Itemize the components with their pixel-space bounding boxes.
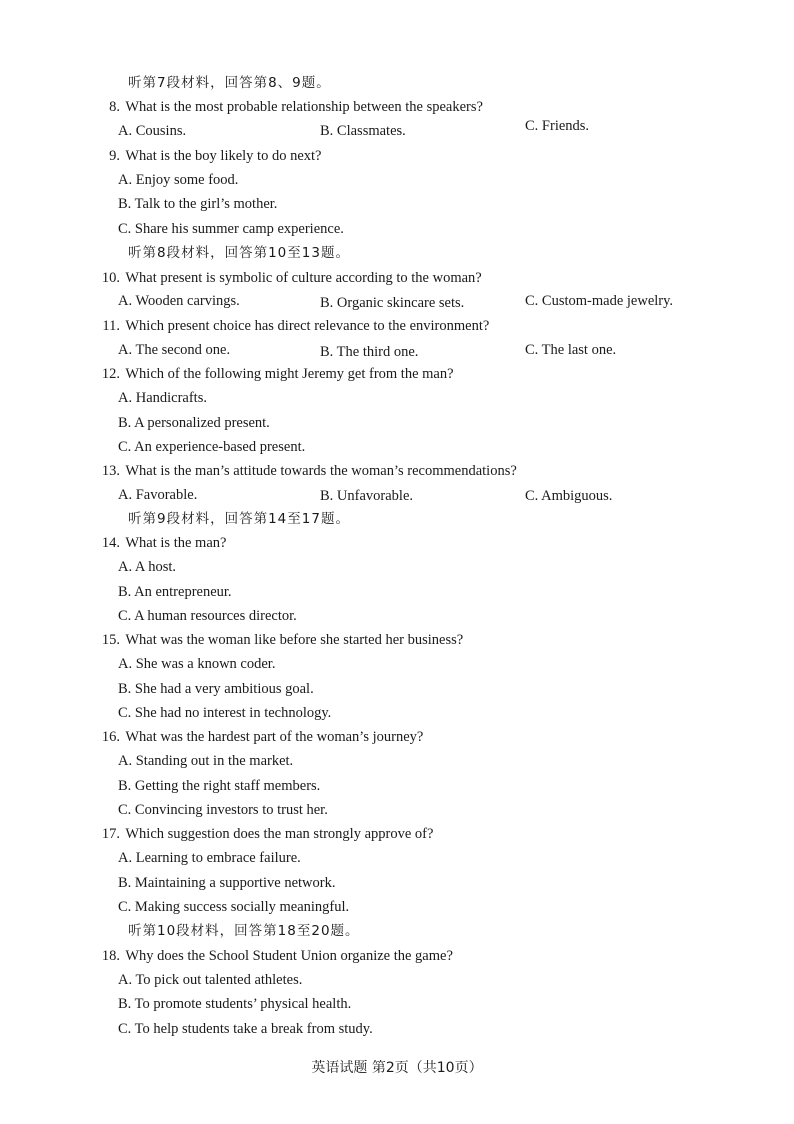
section-instruction: 听第9段材料，回答第14至17题。 xyxy=(128,511,350,527)
option-b: B. Unfavorable. xyxy=(320,488,414,504)
option-b: B. A personalized present. xyxy=(118,415,270,431)
question-number: 8. xyxy=(109,99,120,115)
question-text: Why does the School Student Union organize the game? xyxy=(125,948,453,964)
question-text: What is the man? xyxy=(125,535,227,551)
option-a: A. She was a known coder. xyxy=(118,656,276,672)
option-c: C. Ambiguous. xyxy=(525,488,613,504)
option-a: A. The second one. xyxy=(118,342,231,358)
question-18 xyxy=(96,946,453,966)
question-text: Which present choice has direct relevance to the environment? xyxy=(125,318,490,334)
question-number: 17. xyxy=(101,826,120,842)
question-8 xyxy=(96,97,483,117)
question-number: 11. xyxy=(102,318,120,334)
section-instruction: 听第10段材料，回答第18至20题。 xyxy=(128,923,360,939)
option-a: A. Wooden carvings. xyxy=(118,293,240,309)
question-16 xyxy=(96,727,423,747)
option-c: C. A human resources director. xyxy=(118,608,297,624)
question-text: What was the woman like before she started her business? xyxy=(125,632,464,648)
question-text: Which of the following might Jeremy get from the man? xyxy=(125,366,454,382)
option-b: B. She had a very ambitious goal. xyxy=(118,681,314,697)
question-number: 10. xyxy=(101,270,120,286)
option-c: C. Convincing investors to trust her. xyxy=(118,802,328,818)
question-17 xyxy=(96,824,433,844)
option-c: C. To help students take a break from study. xyxy=(118,1021,373,1037)
option-c: C. Friends. xyxy=(525,118,590,134)
option-a: A. Enjoy some food. xyxy=(118,172,239,188)
option-b: B. Classmates. xyxy=(320,123,406,139)
question-12 xyxy=(96,364,454,384)
option-b: B. Getting the right staff members. xyxy=(118,778,321,794)
question-text: What is the most probable relationship between the speakers? xyxy=(125,99,483,115)
option-a: A. Standing out in the market. xyxy=(118,753,294,769)
option-a: A. A host. xyxy=(118,559,177,575)
question-number: 14. xyxy=(101,535,120,551)
option-c: C. She had no interest in technology. xyxy=(118,705,332,721)
question-number: 18. xyxy=(101,948,120,964)
option-b: B. Organic skincare sets. xyxy=(320,295,465,311)
option-b: B. Maintaining a supportive network. xyxy=(118,875,336,891)
option-b: B. To promote students’ physical health. xyxy=(118,996,352,1012)
question-text: What is the man’s attitude towards the woman’s recommendations? xyxy=(125,463,517,479)
option-c: C. An experience-based present. xyxy=(118,439,306,455)
option-c: C. The last one. xyxy=(525,342,617,358)
question-number: 15. xyxy=(101,632,120,648)
question-number: 13. xyxy=(101,463,120,479)
question-14 xyxy=(96,533,226,553)
option-c: C. Making success socially meaningful. xyxy=(118,899,350,915)
question-13 xyxy=(96,461,517,481)
option-a: A. Cousins. xyxy=(118,123,187,139)
option-a: A. Learning to embrace failure. xyxy=(118,850,301,866)
question-text: What was the hardest part of the woman’s journey? xyxy=(125,729,424,745)
section-instruction: 听第8段材料，回答第10至13题。 xyxy=(128,245,350,261)
question-15 xyxy=(96,630,463,650)
question-text: Which suggestion does the man strongly approve of? xyxy=(125,826,434,842)
question-number: 12. xyxy=(101,366,120,382)
option-c: C. Custom-made jewelry. xyxy=(525,293,674,309)
page-footer: 英语试题 第2页（共10页） xyxy=(311,1060,483,1076)
option-b: B. The third one. xyxy=(320,344,419,360)
option-b: B. Talk to the girl’s mother. xyxy=(118,196,278,212)
section-instruction: 听第7段材料，回答第8、9题。 xyxy=(128,75,331,91)
question-text: What is the boy likely to do next? xyxy=(125,148,322,164)
option-a: A. Handicrafts. xyxy=(118,390,207,406)
question-11 xyxy=(96,316,489,336)
question-9 xyxy=(96,146,322,166)
option-a: A. To pick out talented athletes. xyxy=(118,972,303,988)
question-number: 9. xyxy=(109,148,120,164)
question-number: 16. xyxy=(101,729,120,745)
option-a: A. Favorable. xyxy=(118,487,198,503)
option-c: C. Share his summer camp experience. xyxy=(118,221,344,237)
option-b: B. An entrepreneur. xyxy=(118,584,232,600)
question-text: What present is symbolic of culture according to the woman? xyxy=(125,270,482,286)
question-10 xyxy=(96,268,482,288)
